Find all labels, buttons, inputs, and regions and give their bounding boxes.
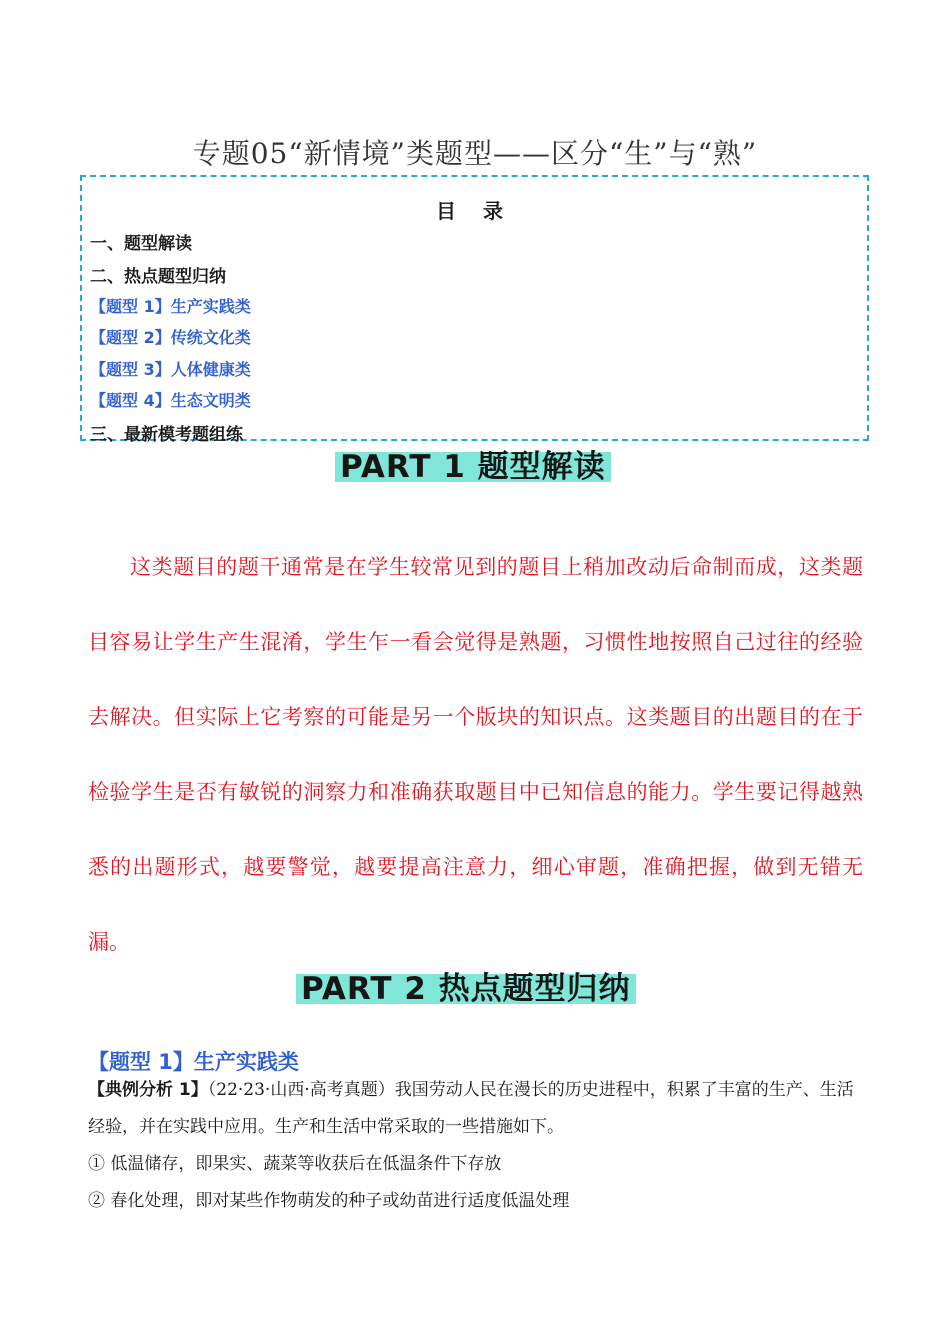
example-label: 【典例分析 1】 [88,1080,208,1100]
toc-heading: 目 录 [436,199,513,223]
toc-item-type-4[interactable]: 【题型 4】生态文明类 [90,391,251,410]
part2-banner: PART 2 热点题型归纳 [296,974,636,1004]
toc-item-interpretation[interactable]: 一、题型解读 [90,234,192,254]
section-heading-type-1: 【题型 1】生产实践类 [88,1050,299,1074]
list-item: ① 低温储存，即果实、蔬菜等收获后在低温条件下存放 [88,1154,502,1174]
example-content [88,1072,858,1220]
example-paragraph [88,1072,858,1146]
intro-paragraph: 这类题目的题干通常是在学生较常见到的题目上稍加改动后命制而成，这类题目容易让学生产生混淆，学生乍一看会觉得是熟题，习惯性地按照自己过往的经验去解决。但实际上它考察的可能是另一个版块的知识点。这类题目的出题目的在于检验学生是否有敏锐的洞察力和准确获取题目中已知信息的能力。学生要记得越熟悉的出题形式，越要警觉，越要提高注意力，细心审题，准确把握，做到无错无漏。 [88,555,863,954]
example-text: （22·23·山西·高考真题）我国劳动人民在漫长的历史进程中，积累了丰富的生产、生活经验，并在实践中应用。生产和生活中常采取的一些措施如下。 [88,1080,854,1137]
table-of-contents [80,175,869,445]
toc-item-type-2[interactable]: 【题型 2】传统文化类 [90,328,251,347]
toc-item-practice[interactable]: 三、最新模考题组练 [90,425,243,445]
document-title: 专题05“新情境”类题型——区分“生”与“熟” [192,137,758,170]
toc-item-hot-topics[interactable]: 二、热点题型归纳 [90,267,226,287]
toc-item-type-3[interactable]: 【题型 3】人体健康类 [90,360,251,379]
toc-item-type-1[interactable]: 【题型 1】生产实践类 [90,297,251,316]
part1-banner: PART 1 题型解读 [335,452,611,482]
list-item: ② 春化处理，即对某些作物萌发的种子或幼苗进行适度低温处理 [88,1191,570,1211]
